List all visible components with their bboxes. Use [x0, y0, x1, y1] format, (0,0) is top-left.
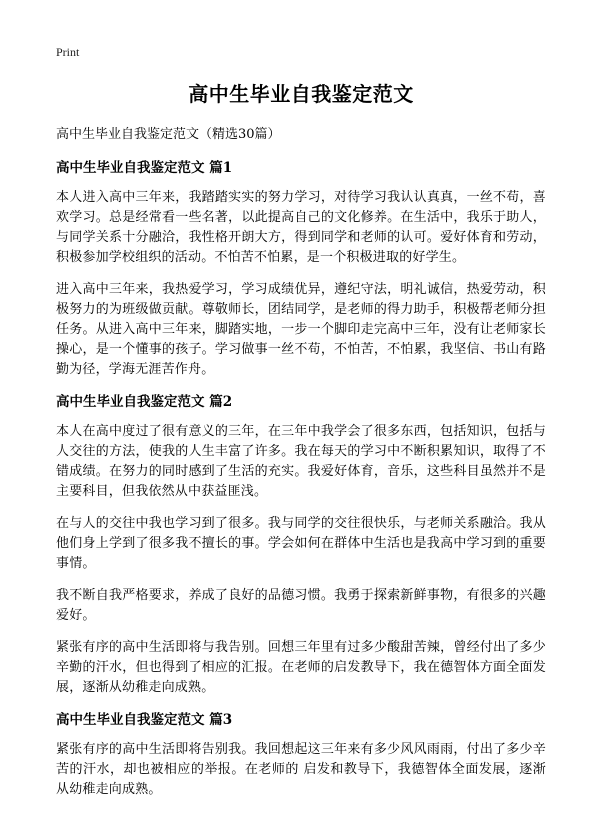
page-title: 高中生毕业自我鉴定范文 — [188, 82, 414, 106]
paragraph: 进入高中三年来，我热爱学习，学习成绩优异，遵纪守法，明礼诚信，热爱劳动，积极努力的为班级做贡献。尊敬师长，团结同学，是老师的得力助手，积极帮老师分担任务。从进入高中三年来，脚踏实地，一步一个脚印走完高中三年，没有让老师家长操心，是一个懂事的孩子。学习做事一丝不苟，不怕苦，不怕累，我坚信、书山有路勤为径，学海无涯苦作舟。 — [56, 282, 546, 377]
paragraph: 本人进入高中三年来，我踏踏实实的努力学习，对待学习我认认真真，一丝不苟，喜欢学习。总是经常看一些名著，以此提高自己的文化修养。在生活中，我乐于助人，与同学关系十分融洽，我性格开朗大方，得到同学和老师的认可。爱好体育和劳动，积极参加学校组织的活动。不怕苦不怕累，是一个积极进取的好学生。 — [56, 190, 546, 265]
section-heading: 高中生毕业自我鉴定范文 篇3 — [56, 712, 233, 728]
section-heading: 高中生毕业自我鉴定范文 篇1 — [56, 160, 233, 176]
paragraph: 本人在高中度过了很有意义的三年，在三年中我学会了很多东西，包括知识，包括与人交往的方法，使我的人生丰富了许多。我在每天的学习中不断积累知识，取得了不错成绩。在努力的同时感到了生活的充实。我爱好体育，音乐，这些科目虽然并不是主要科目，但我依然从中获益匪浅。 — [56, 424, 546, 499]
paragraph: 紧张有序的高中生活即将告别我。我回想起这三年来有多少风风雨雨，付出了多少辛苦的汗水，却也被相应的举报。在老师的 启发和教导下，我德智体全面发展，逐渐从幼稚走向成熟。 — [56, 742, 546, 797]
section-heading: 高中生毕业自我鉴定范文 篇2 — [56, 394, 233, 410]
paragraph: 紧张有序的高中生活即将与我告别。回想三年里有过多少酸甜苦辣，曾经付出了多少辛勤的汗水，但也得到了相应的汇报。在老师的启发教导下，我在德智体方面全面发展，逐渐从幼稚走向成熟。 — [56, 640, 546, 695]
section-1 — [56, 158, 546, 380]
section-2 — [56, 392, 546, 698]
section-3 — [56, 710, 546, 800]
document-subtitle: 高中生毕业自我鉴定范文（精选30篇） — [56, 127, 281, 142]
paragraph: 在与人的交往中我也学习到了很多。我与同学的交往很快乐，与老师关系融洽。我从他们身上学到了很多我不擅长的事。学会如何在群体中生活也是我高中学习到的重要事情。 — [56, 516, 546, 571]
paragraph: 我不断自我严格要求，养成了良好的品德习惯。我勇于探索新鲜事物，有很多的兴趣爱好。 — [56, 588, 546, 623]
print-link[interactable]: Print — [56, 45, 80, 59]
